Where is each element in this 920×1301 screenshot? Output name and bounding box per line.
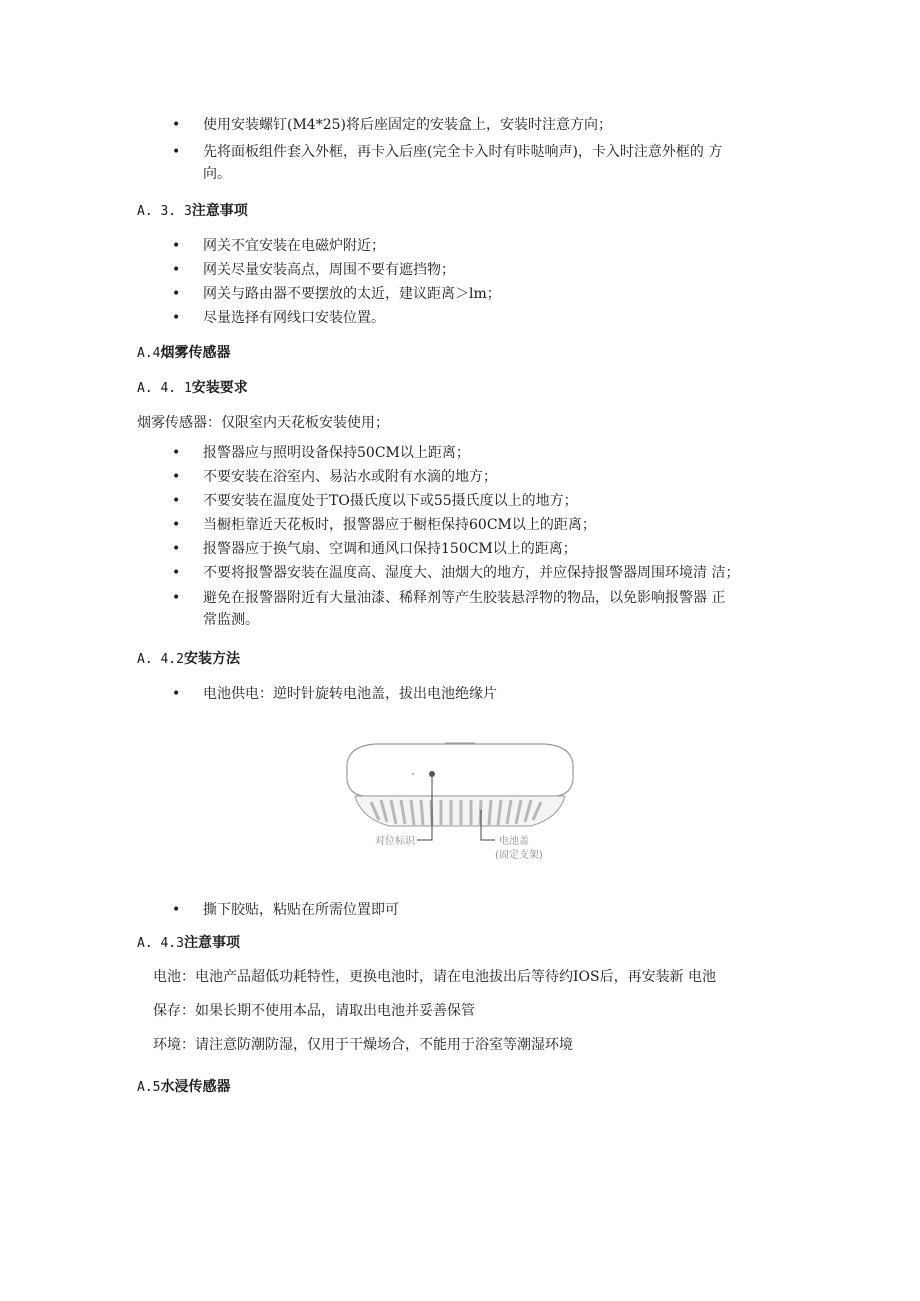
note-line-battery: 电池：电池产品超低功耗特性，更换电池时，请在电池拔出后等待约IOS后，再安装新 电池	[153, 969, 717, 985]
section-heading-a41	[137, 378, 248, 399]
figure-label-alignment: 对位标识	[375, 836, 415, 847]
bullet-dot: •	[172, 286, 181, 302]
bullet-dot: •	[172, 541, 181, 557]
bullet-text: 网关与路由器不要摆放的太近，建议距离＞lm；	[203, 286, 501, 302]
bullet-text: 报警器应与照明设备保持50CM以上距离；	[203, 445, 470, 461]
bullet-text: 不要安装在浴室内、易沾水或附有水滴的地方；	[203, 469, 497, 485]
section-number: A. 4. 1	[137, 381, 192, 396]
bullet-dot: •	[172, 517, 181, 533]
bullet-text: 使用安装螺钉(M4*25)将后座固定的安装盒上，安装时注意方向；	[203, 117, 612, 133]
bullet-dot: •	[172, 565, 181, 581]
section-title: 安装要求	[191, 380, 248, 396]
bullet-dot: •	[172, 310, 181, 326]
bullet-text: 尽量选择有网线口安装位置。	[203, 310, 385, 326]
section-heading-a4	[137, 343, 230, 364]
bullet-dot: •	[172, 902, 181, 918]
figure-label-battery-cover: 电池盖	[499, 836, 529, 847]
intro-paragraph: 烟雾传感器：仅限室内天花板安装使用；	[137, 415, 389, 431]
bullet-text: 不要将报警器安装在温度高、湿度大、油烟大的地方，并应保持报警器周围环境清 洁；	[203, 565, 740, 581]
bullet-text: 电池供电：逆时针旋转电池盖，拔出电池绝缘片	[203, 686, 497, 702]
note-line-storage: 保存：如果长期不使用本品，请取出电池并妥善保管	[153, 1003, 475, 1019]
section-title: 注意事项	[183, 935, 240, 951]
smoke-detector-illustration	[335, 740, 585, 870]
bullet-text: 网关尽量安装高点，周围不要有遮挡物；	[203, 262, 455, 278]
bullet-text: 常监测。	[203, 612, 259, 628]
bullet-dot: •	[172, 144, 181, 160]
bullet-text: 撕下胶贴，粘贴在所需位置即可	[203, 902, 399, 918]
bullet-text: 向。	[203, 166, 231, 182]
bullet-text: 先将面板组件套入外框，再卡入后座(完全卡入时有咔哒响声)，卡入时注意外框的 方	[203, 144, 723, 160]
bullet-dot: •	[172, 262, 181, 278]
bullet-text: 网关不宜安装在电磁炉附近；	[203, 238, 385, 254]
detector-top-cap	[347, 744, 573, 796]
section-title: 烟雾传感器	[160, 345, 231, 361]
bullet-dot: •	[172, 445, 181, 461]
section-heading-a5	[137, 1077, 230, 1098]
section-number: A.4	[137, 346, 161, 361]
bullet-dot: •	[172, 117, 181, 133]
section-title: 安装方法	[183, 651, 240, 667]
bullet-text: 不要安装在温度处于TO摄氏度以下或55摄氏度以上的地方；	[203, 493, 578, 509]
section-heading-a33	[137, 201, 248, 222]
section-number: A. 4.2	[137, 652, 184, 667]
figure-label-bracket: (固定支架)	[495, 850, 543, 861]
section-number: A. 4.3	[137, 936, 184, 951]
bullet-text: 避免在报警器附近有大量油漆、稀释剂等产生胶装悬浮物的物品，以免影响报警器 正	[203, 590, 726, 606]
section-title: 注意事项	[191, 203, 248, 219]
bullet-text: 报警器应于换气扇、空调和通风口保持150CM以上的距离；	[203, 541, 577, 557]
bullet-dot: •	[172, 686, 181, 702]
note-line-environment: 环境：请注意防潮防湿，仅用于干燥场合，不能用于浴室等潮湿环境	[153, 1037, 573, 1053]
alignment-mark-icon	[429, 771, 435, 777]
section-number: A.5	[137, 1080, 161, 1095]
section-heading-a42	[137, 649, 240, 670]
section-number: A. 3. 3	[137, 204, 192, 219]
section-title: 水浸传感器	[160, 1079, 231, 1095]
bullet-text: 当橱柜靠近天花板时，报警器应于橱柜保持60CM以上的距离；	[203, 517, 596, 533]
section-heading-a43	[137, 933, 240, 954]
bullet-dot: •	[172, 469, 181, 485]
bullet-dot: •	[172, 590, 181, 606]
bullet-dot: •	[172, 493, 181, 509]
bullet-dot: •	[172, 238, 181, 254]
